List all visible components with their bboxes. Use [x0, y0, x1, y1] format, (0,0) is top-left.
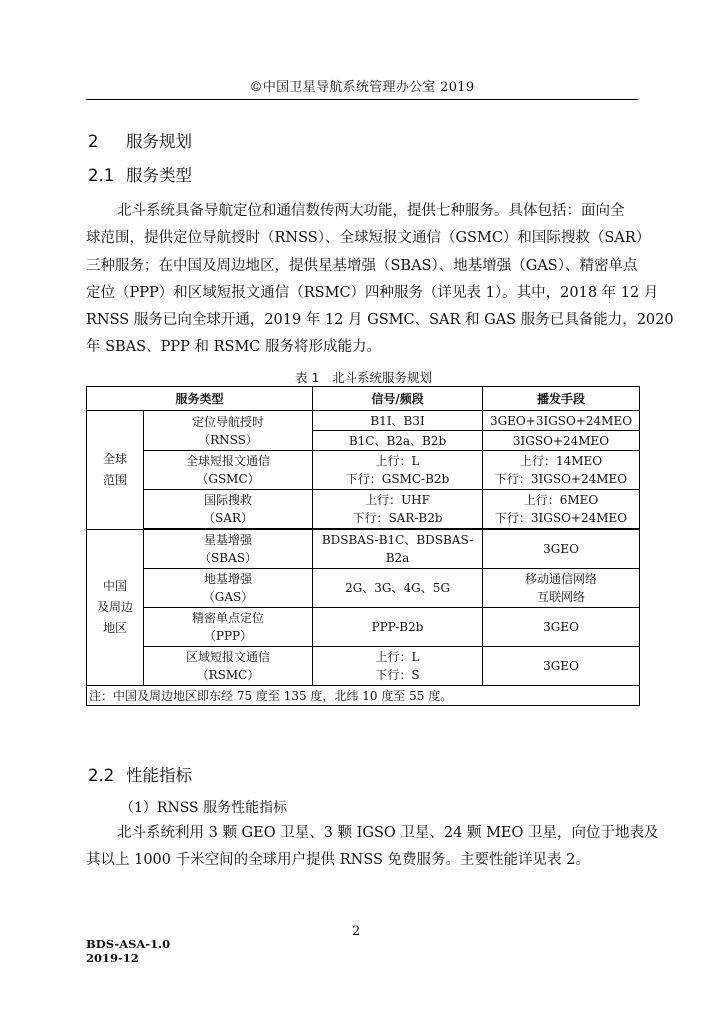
service-abbr: （GAS） — [202, 590, 254, 604]
table-row — [87, 569, 640, 608]
service-ppp — [144, 608, 313, 647]
paragraph-line: 其以上 1000 千米空间的全球用户提供 RNSS 免费服务。主要性能详见表 2。 — [86, 852, 590, 869]
service-name: 精密单点定位 — [192, 611, 265, 625]
signal-line: 上行：L — [375, 650, 420, 664]
section-2-2-number: 2.2 — [88, 766, 115, 785]
section-2-1-title: 服务类型 — [126, 166, 192, 185]
table-row — [87, 647, 640, 686]
broadcast-line: 上行：6MEO — [523, 493, 599, 507]
signal-line: 上行：L — [375, 454, 420, 468]
header-service-type: 服务类型 — [87, 387, 313, 411]
signal-cell: BDSBAS-B1C、BDSBAS-B2a — [313, 529, 483, 569]
service-abbr: （PPP） — [203, 629, 253, 643]
region-global — [87, 411, 144, 530]
broadcast-cell — [483, 451, 640, 490]
service-gas — [144, 569, 313, 608]
region-label-line: 及周边 — [96, 599, 133, 614]
service-name: 地基增强 — [204, 572, 253, 586]
service-gsmc — [144, 451, 313, 490]
broadcast-cell: 3GEO — [483, 608, 640, 647]
region-china — [87, 529, 144, 686]
section-2-title: 服务规划 — [126, 132, 192, 151]
signal-cell — [313, 451, 483, 490]
service-name: 区域短报文通信 — [186, 650, 271, 664]
signal-line: 下行：GSMC-B2b — [345, 472, 450, 486]
service-sbas — [144, 529, 313, 569]
section-2-1-heading — [88, 162, 192, 186]
service-plan-table — [86, 386, 640, 706]
paragraph-line: 三种服务；在中国及周边地区，提供星基增强（SBAS）、地基增强（GAS）、精密单点 — [86, 257, 638, 274]
service-abbr: （SAR） — [203, 511, 253, 525]
signal-line: 上行：UHF — [365, 493, 430, 507]
broadcast-line: 移动通信网络 — [525, 572, 598, 586]
table-note: 注：中国及周边地区即东经 75 度至 135 度，北纬 10 度至 55 度。 — [87, 686, 640, 706]
signal-cell: B1I、B3I — [313, 411, 483, 431]
paragraph-line: 北斗系统利用 3 颗 GEO 卫星、3 颗 IGSO 卫星、24 颗 MEO 卫星，向位于地表及 — [117, 825, 659, 841]
table-header-row — [87, 387, 640, 411]
signal-cell: B1C、B2a、B2b — [313, 431, 483, 451]
header-signal: 信号/频段 — [313, 387, 483, 411]
document-date: 2019-12 — [86, 951, 139, 965]
table-row — [87, 411, 640, 431]
broadcast-line: 下行：3IGSO+24MEO — [494, 511, 628, 525]
section-2-2-heading — [88, 762, 192, 786]
service-abbr: （RNSS） — [198, 432, 258, 447]
broadcast-cell — [483, 569, 640, 608]
signal-cell: PPP-B2b — [313, 608, 483, 647]
service-rsmc — [144, 647, 313, 686]
section-2-heading — [88, 128, 192, 152]
paragraph-line: 球范围，提供定位导航授时（RNSS）、全球短报文通信（GSMC）和国际搜救（SAR） — [86, 230, 651, 247]
region-label-line: 地区 — [102, 620, 127, 635]
broadcast-line: 下行：3IGSO+24MEO — [494, 472, 628, 486]
paragraph-service-types — [86, 198, 674, 362]
section-2-number: 2 — [88, 132, 99, 151]
service-abbr: （GSMC） — [196, 472, 260, 486]
signal-cell — [313, 647, 483, 686]
broadcast-cell: 3IGSO+24MEO — [483, 431, 640, 451]
document-footer — [86, 937, 170, 965]
document-id: BDS-ASA-1.0 — [86, 937, 171, 951]
section-2-2-title: 性能指标 — [126, 766, 192, 785]
subheading-rnss-performance: （1）RNSS 服务性能指标 — [120, 800, 288, 816]
paragraph-rnss — [86, 820, 659, 875]
signal-line: 下行：S — [375, 668, 420, 682]
broadcast-cell: 3GEO+3IGSO+24MEO — [483, 411, 640, 431]
service-abbr: （RSMC） — [196, 668, 260, 682]
paragraph-line: RNSS 服务已向全球开通，2019 年 12 月 GSMC、SAR 和 GAS 服务已具备能力，2020 — [86, 312, 674, 329]
broadcast-cell — [483, 490, 640, 530]
header-broadcast: 播发手段 — [483, 387, 640, 411]
signal-cell: 2G、3G、4G、5G — [313, 569, 483, 608]
service-rnss — [144, 411, 313, 451]
broadcast-line: 上行：14MEO — [519, 454, 603, 468]
paragraph-line: 年 SBAS、PPP 和 RSMC 服务将形成能力。 — [86, 339, 381, 356]
paragraph-line: 北斗系统具备导航定位和通信数传两大功能，提供七种服务。具体包括：面向全 — [117, 203, 625, 219]
region-label-line: 范围 — [102, 472, 127, 487]
broadcast-line: 互联网络 — [537, 590, 586, 604]
signal-line: 下行：SAR-B2b — [352, 511, 443, 525]
page-header: ©中国卫星导航系统管理办公室 2019 — [249, 80, 475, 95]
section-2-1-number: 2.1 — [88, 166, 115, 185]
paragraph-line: 定位（PPP）和区域短报文通信（RSMC）四种服务（详见表 1）。其中，2018 年 12 月 — [86, 284, 659, 301]
service-abbr: （SBAS） — [199, 551, 257, 565]
broadcast-cell: 3GEO — [483, 529, 640, 569]
broadcast-cell: 3GEO — [483, 647, 640, 686]
service-name: 定位导航授时 — [192, 414, 265, 429]
signal-cell — [313, 490, 483, 530]
page-number: 2 — [352, 924, 361, 939]
region-label-line: 全球 — [102, 451, 127, 466]
table-row — [87, 608, 640, 647]
service-name: 星基增强 — [204, 533, 253, 547]
table-note-row — [87, 686, 640, 706]
header-rule — [86, 99, 638, 100]
table-row — [87, 529, 640, 569]
service-name: 全球短报文通信 — [186, 454, 271, 468]
table-1-caption: 表 1 北斗系统服务规划 — [295, 370, 432, 385]
region-label-line: 中国 — [102, 578, 127, 593]
service-name: 国际搜救 — [204, 493, 253, 507]
service-sar — [144, 490, 313, 530]
